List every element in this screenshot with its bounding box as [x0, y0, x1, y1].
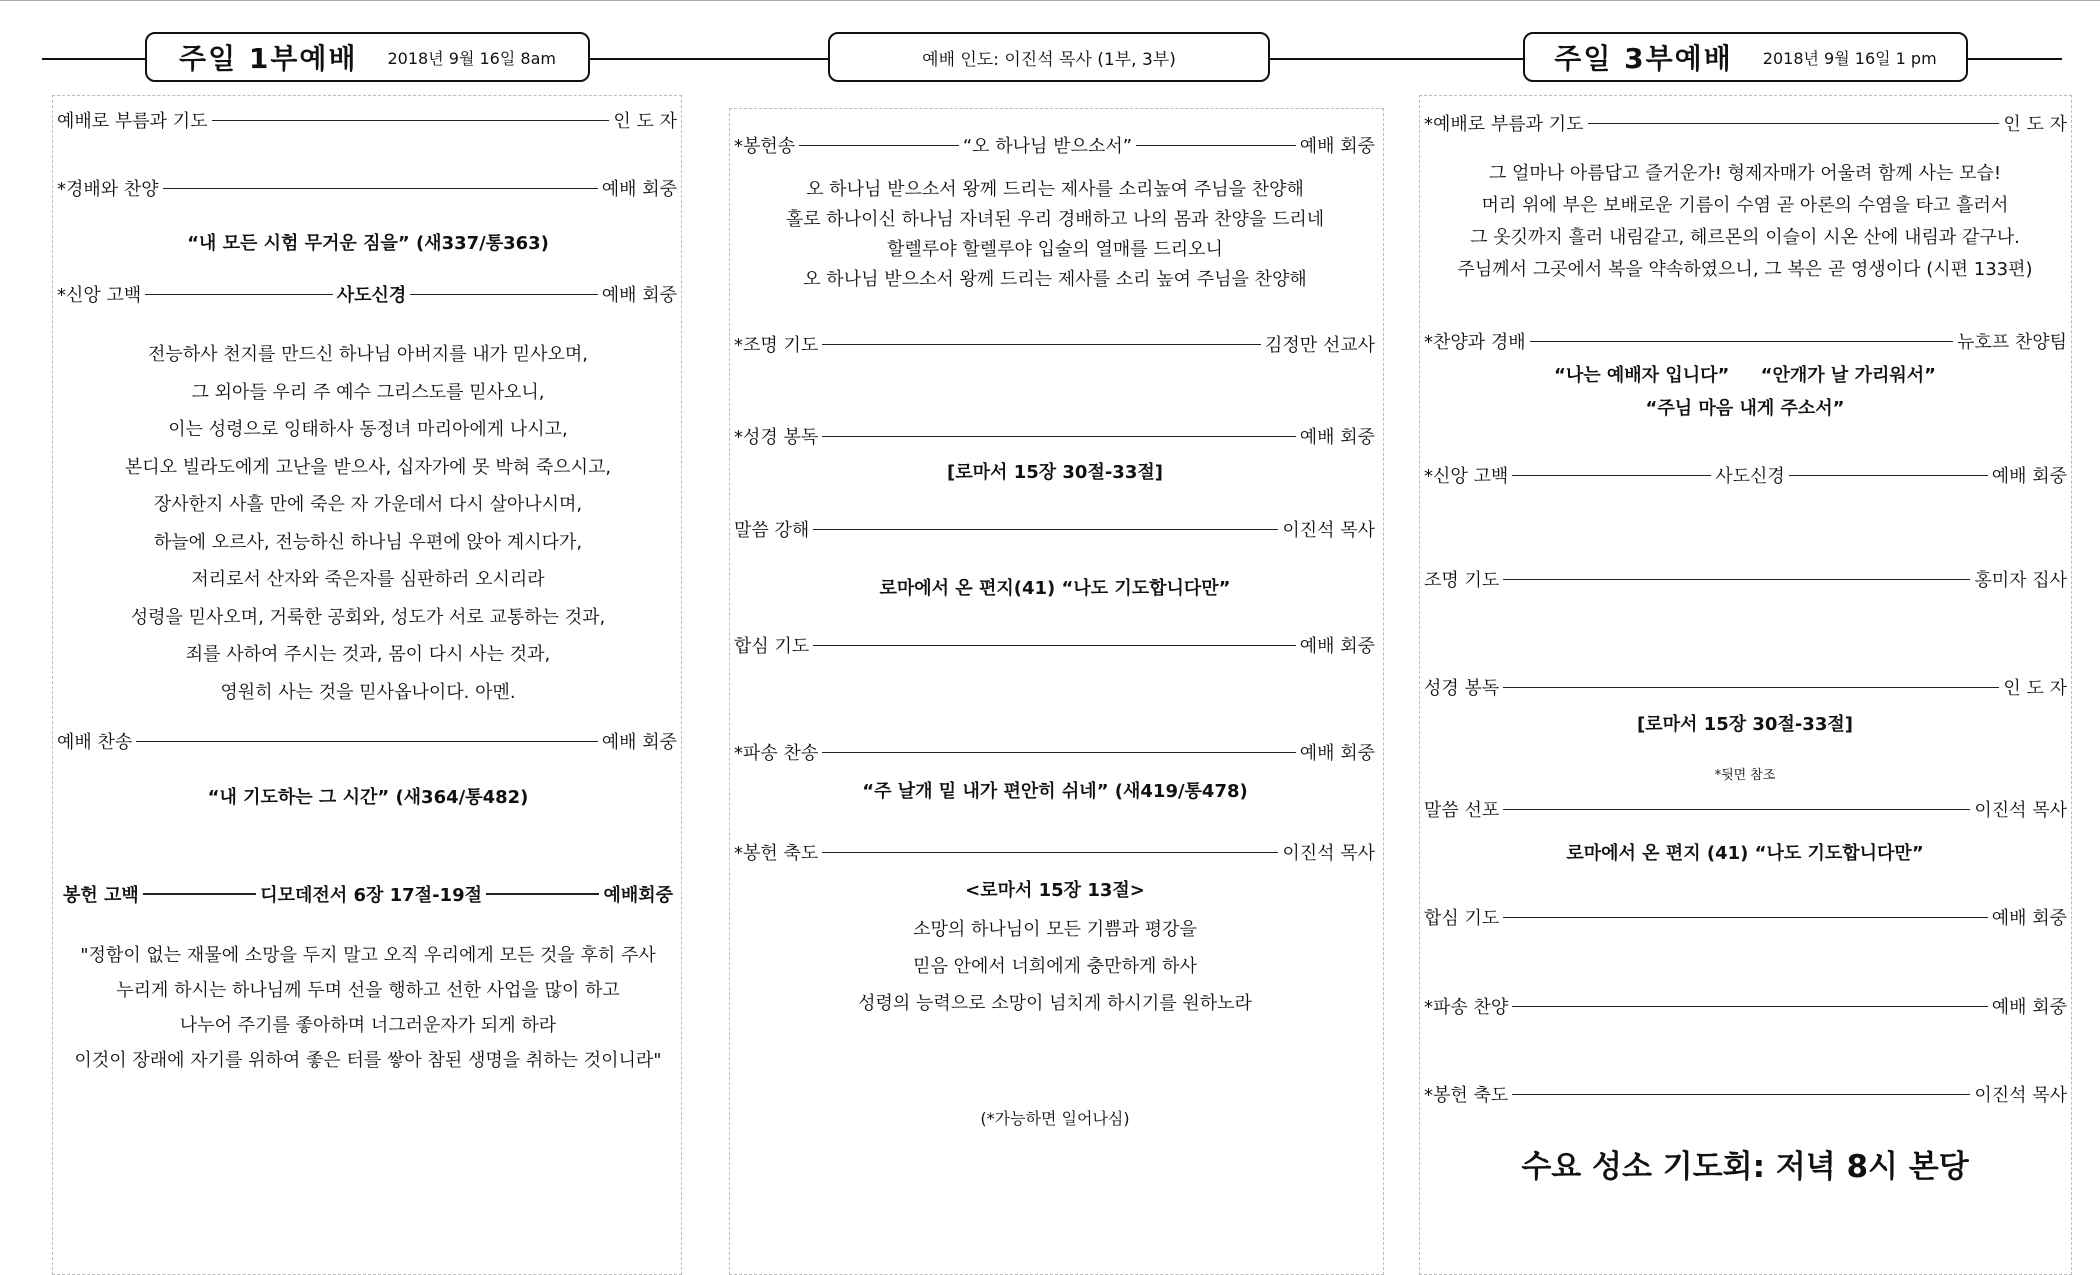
psalm-line: 그 얼마나 아름답고 즐거운가! 형제자매가 어울려 함께 사는 모습! [1488, 163, 2002, 184]
leader-line [145, 294, 332, 295]
leader-line [1789, 475, 1988, 476]
leader-line [163, 188, 598, 189]
apostles-creed [125, 336, 611, 711]
lyric-line: 오 하나님 받으소서 왕께 드리는 제사를 소리 높여 주님을 찬양해 [803, 269, 1307, 290]
order-row [1424, 1081, 2067, 1107]
header-rule [1268, 58, 1524, 60]
creed-line: 성령을 믿사오며, 거룩한 공회와, 성도가 서로 교통하는 것과, [130, 606, 606, 628]
order-row [1424, 566, 2067, 592]
order-row [1424, 462, 2067, 488]
item-middle: 사도신경 [336, 285, 407, 306]
leader-line [1588, 123, 2000, 124]
order-row [734, 423, 1375, 449]
item-leader: 이진석 목사 [1974, 1085, 2067, 1106]
verse-line: 소망의 하나님이 모든 기쁨과 평강을 [913, 919, 1197, 940]
order-row [57, 175, 677, 201]
item-label: *봉헌송 [734, 136, 796, 157]
item-leader: 인 도 자 [2003, 678, 2067, 699]
column-service3 [1419, 95, 2072, 1275]
item-label: *봉헌 축도 [1424, 1085, 1509, 1106]
item-label: 예배 찬송 [57, 732, 133, 753]
lyric-line: 오 하나님 받으소서 왕께 드리는 제사를 소리높여 주님을 찬양해 [806, 179, 1304, 200]
item-label: 합심 기도 [734, 636, 810, 657]
sermon-title: 로마에서 온 편지(41) “나도 기도합니다만” [879, 578, 1231, 599]
item-leader: 김정만 선교사 [1264, 335, 1375, 356]
item-label: *조명 기도 [734, 335, 819, 356]
item-label: 말씀 강해 [734, 520, 810, 541]
wednesday-prayer-notice: 수요 성소 기도회: 저녁 8시 본당 [1521, 1149, 1969, 1185]
item-label: *찬양과 경배 [1424, 332, 1526, 353]
leader-line [822, 752, 1295, 753]
service1-title: 주일 1부예배 [179, 42, 358, 75]
psalm-line: 머리 위에 부은 보배로운 기름이 수염 곧 아론의 수염을 타고 흘러서 [1481, 195, 2009, 216]
item-leader: 예배 회중 [1991, 908, 2067, 929]
verse-line: 이것이 장래에 자기를 위하여 좋은 터를 쌓아 참된 생명을 취하는 것이니라" [74, 1050, 662, 1071]
order-row [1424, 674, 2067, 700]
lyric-line: 홀로 하나이신 하나님 자녀된 우리 경배하고 나의 몸과 찬양을 드리네 [785, 209, 1325, 230]
leader-line [1503, 579, 1970, 580]
order-row [1424, 904, 2067, 930]
header-rule [42, 58, 146, 60]
item-label: 말씀 선포 [1424, 800, 1500, 821]
item-label: *신앙 고백 [1424, 466, 1509, 487]
verse-line: 나누어 주기를 좋아하며 너그러운자가 되게 하라 [179, 1015, 557, 1036]
leader-line [1503, 809, 1970, 810]
order-row [1424, 993, 2067, 1019]
header-rule [1966, 58, 2062, 60]
creed-line: 죄를 사하여 주시는 것과, 몸이 다시 사는 것과, [185, 644, 551, 665]
verse-line: "정함이 없는 재물에 소망을 두지 말고 오직 우리에게 모든 것을 후히 주사 [80, 945, 656, 966]
item-leader: 예배 회중 [1299, 743, 1375, 764]
creed-line: 하늘에 오르사, 전능하신 하나님 우편에 앉아 계시다가, [153, 531, 583, 553]
item-leader: 인 도 자 [613, 111, 677, 132]
psalm-passage [1457, 158, 2032, 286]
leader-line [1512, 1006, 1987, 1007]
item-label: *파송 찬양 [1424, 997, 1509, 1018]
verse-line: 믿음 안에서 너희에게 충만하게 하사 [913, 956, 1197, 977]
verse-line: 성령의 능력으로 소망이 넘치게 하시기를 원하노라 [858, 993, 1252, 1014]
psalm-line: 주님께서 그곳에서 복을 약속하였으니, 그 복은 곧 영생이다 (시편 133편) [1457, 259, 2033, 280]
scripture-ref: [로마서 15장 30절-33절] [1637, 714, 1853, 735]
order-row [734, 132, 1375, 158]
item-label: *예배로 부름과 기도 [1424, 114, 1584, 135]
service1-date: 2018년 9월 16일 8am [387, 48, 556, 68]
praise-songs: “주님 마음 내게 주소서” [1645, 398, 1845, 419]
item-leader: 예배 회중 [1991, 997, 2067, 1018]
item-leader: 이진석 목사 [1282, 520, 1375, 541]
psalm-line: 그 옷깃까지 흘러 내림같고, 헤르몬의 이슬이 시온 산에 내림과 같구나. [1470, 227, 2020, 248]
item-leader: 홍미자 집사 [1974, 570, 2067, 591]
item-middle: 디모데전서 6장 17절-19절 [260, 885, 482, 906]
order-row [57, 107, 677, 133]
item-label: 봉헌 고백 [63, 885, 139, 906]
item-label: *파송 찬송 [734, 743, 819, 764]
creed-line: 영원히 사는 것을 믿사옵나이다. 아멘. [220, 681, 516, 703]
service3-date: 2018년 9월 16일 1 pm [1762, 48, 1937, 68]
leader-line [1512, 475, 1711, 476]
item-leader: 예배 회중 [601, 732, 677, 753]
item-leader: 예배 회중 [601, 179, 677, 200]
order-row [57, 728, 677, 754]
leader-line [799, 145, 959, 146]
item-leader: 뉴호프 찬양팀 [1956, 332, 2067, 353]
header-service1 [145, 32, 590, 82]
offertory-lyrics [786, 175, 1324, 295]
leader-line [212, 120, 610, 121]
column-middle [729, 108, 1384, 1275]
item-label: *경배와 찬양 [57, 179, 159, 200]
item-leader: 예배 회중 [1299, 136, 1375, 157]
creed-line: 그 외아들 우리 주 예수 그리스도를 믿사오니, [191, 381, 545, 403]
leader-line [813, 645, 1295, 646]
leader-line [1503, 687, 1999, 688]
item-leader: 예배 회중 [601, 285, 677, 306]
item-leader: 이진석 목사 [1282, 843, 1375, 864]
leader-line [1512, 1094, 1970, 1095]
leader-text: 예배 인도: 이진석 목사 (1부, 3부) [922, 49, 1176, 70]
leader-line [822, 344, 1261, 345]
item-leader: 예배 회중 [1991, 466, 2067, 487]
benediction-ref: <로마서 15장 13절> [965, 880, 1145, 901]
item-leader: 예배회중 [603, 885, 673, 906]
leader-line [813, 529, 1278, 530]
hymn-title: “내 모든 시험 무거운 짐을” (새337/통363) [187, 233, 549, 254]
offering-verse [74, 938, 661, 1078]
benediction-verse [858, 911, 1252, 1022]
leader-line [136, 741, 597, 742]
item-leader: 예배 회중 [1299, 636, 1375, 657]
order-row [57, 281, 677, 307]
leader-line [143, 893, 256, 895]
leader-line [1530, 341, 1953, 342]
service3-title: 주일 3부예배 [1554, 42, 1733, 75]
item-leader: 이진석 목사 [1974, 800, 2067, 821]
header-service3 [1523, 32, 1968, 82]
leader-line [822, 436, 1295, 437]
item-middle: 사도신경 [1715, 466, 1785, 487]
item-label: 성경 봉독 [1424, 678, 1500, 699]
verse-line: 누리게 하시는 하나님께 두며 선을 행하고 선한 사업을 많이 하고 [116, 980, 620, 1001]
item-label: 조명 기도 [1424, 570, 1500, 591]
item-middle: “오 하나님 받으소서” [962, 136, 1133, 157]
leader-line [822, 852, 1278, 853]
leader-line [1503, 917, 1987, 918]
item-leader: 예배 회중 [1299, 427, 1375, 448]
creed-line: 장사한지 사흘 만에 죽은 자 가운데서 다시 살아나시며, [153, 494, 583, 515]
creed-line: 전능하사 천지를 만드신 하나님 아버지를 내가 믿사오며, [148, 344, 588, 365]
leader-line [1136, 145, 1296, 146]
scripture-ref: [로마서 15장 30절-33절] [947, 462, 1163, 483]
header-rule [588, 58, 828, 60]
top-border [0, 0, 2100, 1]
order-row [734, 632, 1375, 658]
item-label: 예배로 부름과 기도 [57, 111, 208, 132]
order-row [734, 516, 1375, 542]
order-row [734, 331, 1375, 357]
leader-line [486, 893, 599, 895]
item-label: *성경 봉독 [734, 427, 819, 448]
header-leader [828, 32, 1270, 82]
hymn-title: “내 기도하는 그 시간” (새364/통482) [207, 787, 529, 808]
hymn-title: “주 날개 밑 내가 편안히 쉬네” (새419/통478) [862, 781, 1248, 802]
creed-line: 저리로서 산자와 죽은자를 심판하러 오시리라 [191, 569, 545, 590]
order-row [1424, 110, 2067, 136]
order-row [734, 839, 1375, 865]
lyric-line: 할렐루야 할렐루야 입술의 열매를 드리오니 [887, 239, 1223, 260]
leader-line [410, 294, 597, 295]
column-service1 [52, 95, 682, 1275]
order-row [1424, 796, 2067, 822]
sermon-title: 로마에서 온 편지 (41) “나도 기도합니다만” [1566, 843, 1924, 864]
item-leader: 인 도 자 [2003, 114, 2067, 135]
praise-songs: “나는 예배자 입니다” “안개가 날 가리워서” [1554, 365, 1936, 386]
item-label: *신앙 고백 [57, 285, 142, 306]
order-row [1424, 328, 2067, 354]
back-page-note: *뒷면 참조 [1714, 768, 1776, 783]
order-row [734, 739, 1375, 765]
order-row [63, 881, 673, 907]
standing-note: (*가능하면 일어나심) [980, 1109, 1130, 1128]
item-label: 합심 기도 [1424, 908, 1500, 929]
item-label: *봉헌 축도 [734, 843, 819, 864]
creed-line: 본디오 빌라도에게 고난을 받으사, 십자가에 못 박혀 죽으시고, [124, 456, 612, 478]
creed-line: 이는 성령으로 잉태하사 동정녀 마리아에게 나시고, [168, 419, 568, 440]
